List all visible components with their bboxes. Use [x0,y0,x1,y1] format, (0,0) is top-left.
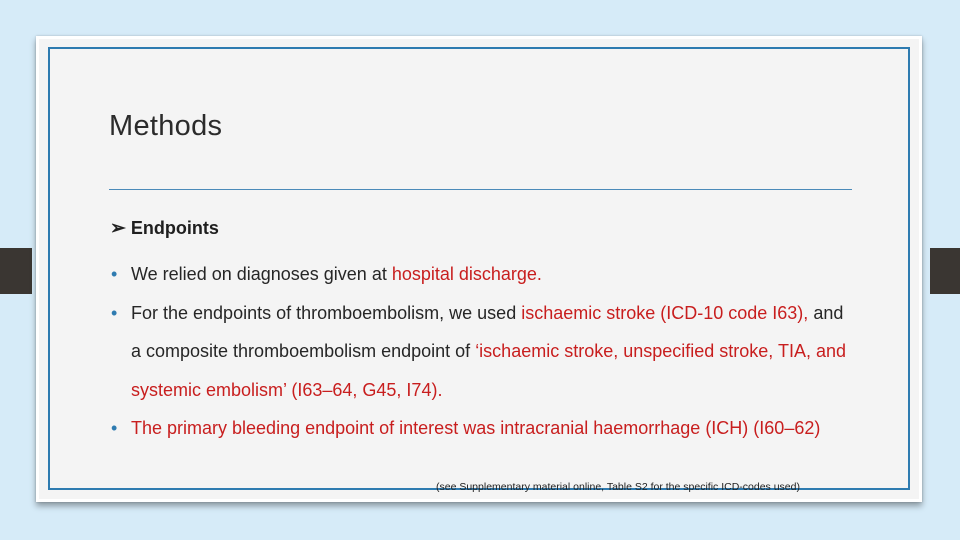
section-heading [110,217,219,240]
bullet-dot-icon: • [111,418,118,438]
bullet-dot-icon: • [111,302,118,323]
section-heading-label: Endpoints [130,218,219,238]
right-side-tab [930,248,960,294]
bullet-text-segment: We relied on diagnoses given at [131,264,392,284]
bullet-text [131,255,851,294]
bullet-text-segment: The primary bleeding endpoint of interest was intracranial haemorrhage (ICH) (I60–62) [131,418,821,438]
bullet-text-segment: ischaemic stroke (ICD-10 code I63), [521,302,809,323]
arrow-right-icon: ➢ [110,218,126,239]
bullet-list [111,255,851,448]
bullet-item [111,294,851,410]
left-side-tab [0,248,32,294]
footnote: (see Supplementary material online, Table S2 for the specific ICD-codes used) [436,481,800,493]
bullet-text-segment: For the endpoints of thromboembolism, we used [131,302,522,323]
bullet-text [131,294,851,410]
bullet-item [111,255,851,294]
bullet-item [111,409,851,448]
slide-title: Methods [109,110,223,142]
bullet-text-segment: ‘ischaemic stroke, unspecified stroke, TIA, and systemic embolism’ (I63–64, G45, I74). [131,341,847,400]
bullet-text-segment: hospital discharge. [391,264,542,284]
bullet-dot-icon: • [111,264,118,284]
bullet-text-segment: and a composite thromboembolism endpoint of [131,302,844,361]
title-divider [109,189,852,190]
bullet-text [131,409,851,448]
